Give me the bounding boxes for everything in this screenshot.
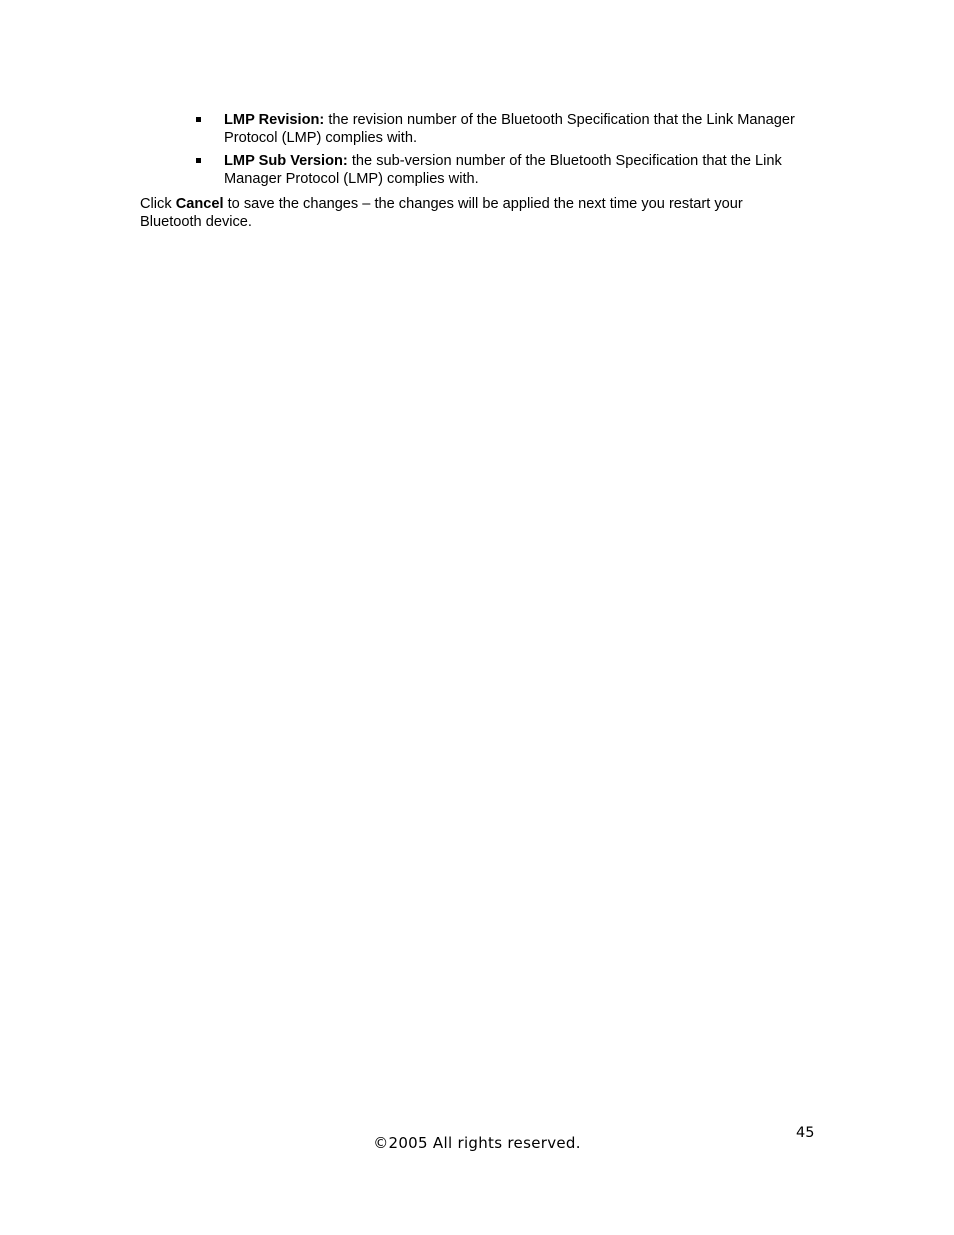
definition-text: the revision number of the Bluetooth Specification that the Link Manager Protocol (LMP) complies with. [224,112,795,146]
copyright-notice: ©2005 All rights reserved. [373,1134,581,1152]
paragraph-emphasis: Cancel [175,196,224,212]
definition-text: the sub-version number of the Bluetooth Specification that the Link Manager Protocol (LMP) complies with. [224,153,782,187]
definition-term: LMP Revision: [224,112,325,128]
page-number: 45 [796,1125,815,1141]
definition-term: LMP Sub Version: [224,153,348,169]
square-bullet-icon [196,117,201,122]
list-item [196,111,796,147]
paragraph-prefix: Click [140,196,176,212]
square-bullet-icon [196,158,201,163]
paragraph-suffix: to save the changes – the changes will be applied the next time you restart your Bluetooth device. [140,196,743,230]
definition-list [196,111,796,193]
list-item [196,152,796,188]
instruction-paragraph [140,195,800,231]
